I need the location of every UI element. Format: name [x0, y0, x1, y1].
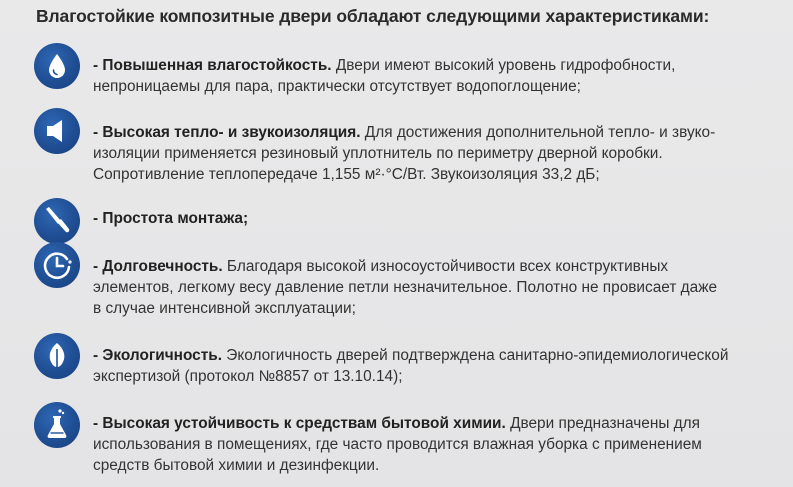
feature-text: в случае интенсивной эксплуатации;	[93, 300, 356, 317]
feature-text: Экологичность дверей подтверждена санитарно-эпидемиологической	[221, 347, 729, 364]
page-title: Влагостойкие композитные двери обладают следующими характеристиками:	[36, 6, 710, 26]
feature-text: экспертизой (протокол №8857 от 13.10.14);	[93, 368, 403, 385]
feature-title: - Высокая тепло- и звукоизоляция.	[93, 124, 361, 141]
feature-text: использования в помещениях, где часто проводится влажная уборка с применением	[93, 436, 702, 453]
feature-title: - Долговечность.	[93, 258, 223, 275]
feature-text: Двери предназначены для	[505, 415, 700, 432]
feature-text: непроницаемы для пара, практически отсутствует водопоглощение;	[93, 78, 581, 95]
feature-text: элементов, легкому весу давление петли незначительное. Полотно не провисает даже	[93, 279, 718, 296]
feature-text: Двери имеют высокий уровень гидрофобности,	[331, 57, 676, 74]
clock-icon	[34, 242, 80, 288]
feature-text: Сопротивление теплопередаче 1,155 м²·°С/Вт. Звукоизоляция 33,2 дБ;	[93, 166, 600, 183]
speaker-icon	[34, 108, 80, 154]
feature-text: Для достижения дополнительной тепло- и звуко-	[360, 124, 716, 141]
feature-title: - Повышенная влагостойкость.	[93, 57, 332, 74]
feature-text: средств бытовой химии и дезинфекции.	[93, 457, 380, 474]
feature-title: - Простота монтажа;	[93, 210, 249, 227]
screwdriver-icon	[34, 198, 80, 244]
feature-title: - Экологичность.	[93, 347, 222, 364]
feature-text: Благодаря высокой износоустойчивости всех конструктивных	[222, 258, 669, 275]
flask-icon	[34, 402, 80, 448]
feature-title: - Высокая устойчивость к средствам бытовой химии.	[93, 415, 506, 432]
water-drop-icon	[34, 43, 80, 89]
feature-text: изоляции применяется резиновый уплотнитель по периметру дверной коробки.	[93, 145, 663, 162]
leaf-icon	[34, 333, 80, 379]
